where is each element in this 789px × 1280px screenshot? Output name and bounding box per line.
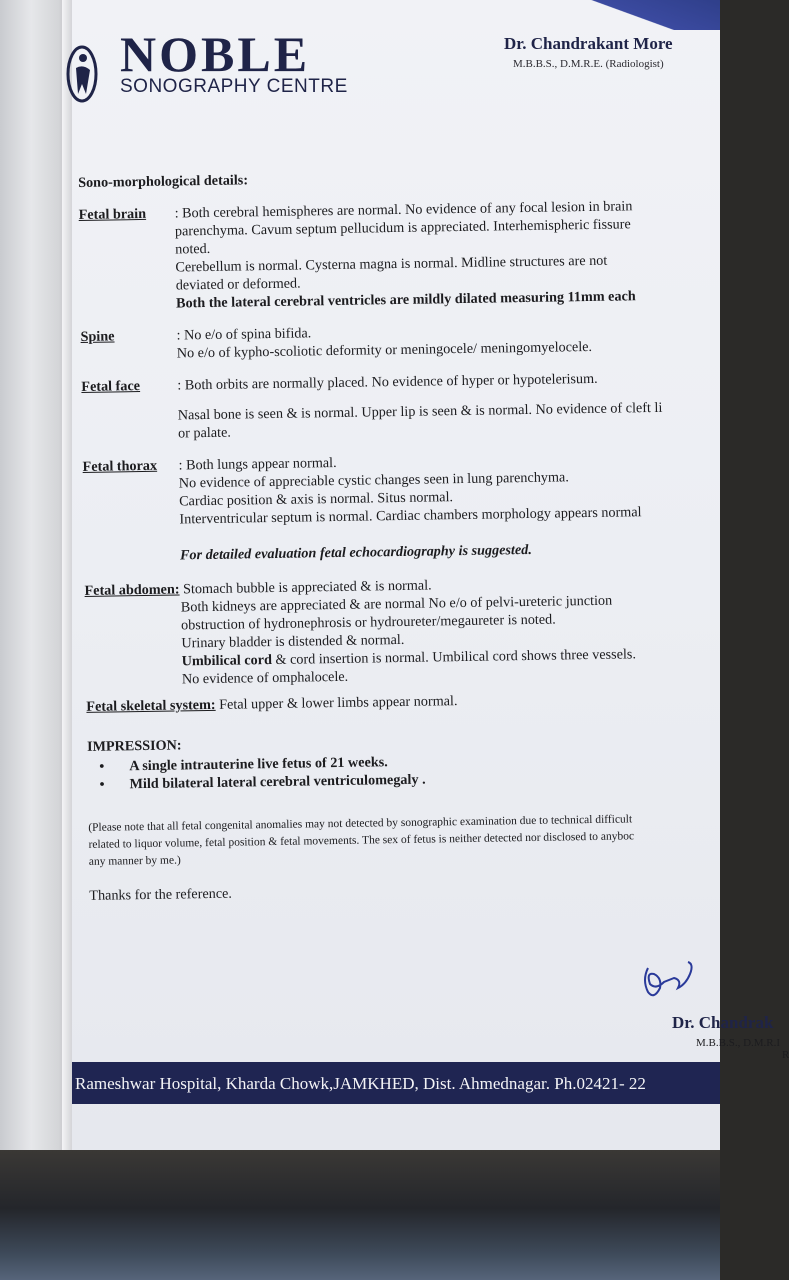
- disclaimer-line: related to liquor volume, fetal position & fetal movements. The sex of fetus is neither detected nor disclosed to anyboc: [88, 830, 635, 851]
- disclaimer-line: any manner by me.): [88, 854, 181, 868]
- disclaimer-note: [88, 810, 749, 871]
- fetal-brain-label: Fetal brain: [78, 205, 147, 223]
- signature-image: [634, 944, 714, 1000]
- fetal-brain-line: noted.: [175, 240, 211, 258]
- brand-block: [120, 28, 348, 98]
- fetal-brain-line: parenchyma. Cavum septum pellucidum is appreciated. Interhemispheric fissure: [174, 216, 631, 240]
- fetal-abdomen-line: obstruction of hydronephrosis or hydroureter/megaureter is noted.: [180, 611, 556, 634]
- fetal-brain-line: deviated or deformed.: [175, 275, 301, 294]
- footer-doctor-name: Dr. Chandrak: [672, 1013, 774, 1032]
- fetal-face-line: : Both orbits are normally placed. No evidence of hyper or hypotelerisum.: [177, 370, 598, 394]
- impression-list: [129, 748, 747, 794]
- footer-address: Rameshwar Hospital, Kharda Chowk,JAMKHED, Dist. Ahmednagar. Ph.02421- 22: [75, 1074, 646, 1093]
- doctor-name: Dr. Chandrakant More: [504, 34, 673, 53]
- section-heading: Sono-morphological details:: [78, 172, 249, 191]
- spine-line: : No e/o of spina bifida.: [176, 325, 312, 344]
- footer-doctor-qualification: M.B.B.S., D.M.R.I: [696, 1037, 781, 1049]
- footer-doctor: [672, 1013, 789, 1061]
- disclaimer-line: (Please note that all fetal congenital anomalies may not detected by sonographic examination due to technical difficult: [88, 813, 633, 834]
- fetal-thorax-line: Cardiac position & axis is normal. Situs normal.: [179, 489, 454, 510]
- fetal-abdomen-line: Stomach bubble is appreciated & is normal.: [179, 577, 432, 598]
- report-content: [78, 164, 749, 905]
- fetal-brain-finding: Both the lateral cerebral ventricles are mildly dilated measuring 11mm each: [175, 288, 636, 312]
- fetal-face-line: Nasal bone is seen & is normal. Upper lip is seen & is normal. No evidence of cleft li: [177, 399, 663, 424]
- fetal-abdomen-line: No evidence of omphalocele.: [181, 668, 349, 688]
- fetal-thorax-line: No evidence of appreciable cystic changes seen in lung parenchyma.: [178, 469, 569, 492]
- desk-surface: [0, 1150, 720, 1280]
- fetal-face-line: or palate.: [177, 424, 231, 442]
- fetal-abdomen-section: [84, 572, 746, 690]
- fetal-brain-line: Cerebellum is normal. Cysterna magna is normal. Midline structures are not: [175, 252, 608, 276]
- fetal-abdomen-line: Both kidneys are appreciated & are normal No e/o of pelvi-ureteric junction: [180, 592, 613, 616]
- spine-line: No e/o of kypho-scoliotic deformity or meningocele/ meningomyelocele.: [176, 338, 593, 362]
- fetal-brain-line: : Both cerebral hemispheres are normal. No evidence of any focal lesion in brain: [174, 198, 633, 222]
- fetal-thorax-line: Interventricular septum is normal. Cardiac chambers morphology appears normal: [179, 504, 642, 528]
- fetal-abdomen-line: Urinary bladder is distended & normal.: [181, 631, 405, 652]
- fetal-thorax-label: Fetal thorax: [82, 457, 158, 475]
- echocardiography-note: For detailed evaluation fetal echocardiography is suggested.: [179, 541, 533, 564]
- report-page: [72, 0, 789, 1162]
- doctor-header: [504, 34, 673, 70]
- spine-label: Spine: [80, 328, 115, 345]
- impression-item: • A single intrauterine live fetus of 21 weeks.: [129, 748, 747, 776]
- fetal-face-label: Fetal face: [81, 378, 141, 395]
- header-corner-decoration: [590, 0, 720, 30]
- brand-name: NOBLE: [120, 26, 311, 82]
- thanks-line: Thanks for the reference.: [89, 885, 233, 904]
- fetal-thorax-line: : Both lungs appear normal.: [178, 454, 337, 474]
- umbilical-cord-label: Umbilical cord: [181, 652, 273, 670]
- fetal-skeletal-line: Fetal upper & lower limbs appear normal.: [215, 693, 458, 713]
- fetal-abdomen-line: & cord insertion is normal. Umbilical cord shows three vessels.: [271, 646, 637, 669]
- fetal-face-section: [81, 368, 742, 444]
- noble-logo-icon: [70, 44, 100, 104]
- impression-title: IMPRESSION:: [86, 737, 182, 755]
- doctor-qualification: M.B.B.S., D.M.R.E. (Radiologist): [512, 58, 664, 70]
- fetal-brain-section: [79, 196, 741, 314]
- fetal-thorax-section: [82, 448, 743, 530]
- fetal-abdomen-label: Fetal abdomen:: [84, 581, 180, 599]
- impression-item: • Mild bilateral lateral cerebral ventriculomegaly .: [129, 766, 747, 794]
- footer-doctor-role: R: [782, 1049, 789, 1061]
- brand-subtitle: SONOGRAPHY CENTRE: [120, 76, 348, 97]
- fetal-skeletal-label: Fetal skeletal system:: [86, 696, 216, 715]
